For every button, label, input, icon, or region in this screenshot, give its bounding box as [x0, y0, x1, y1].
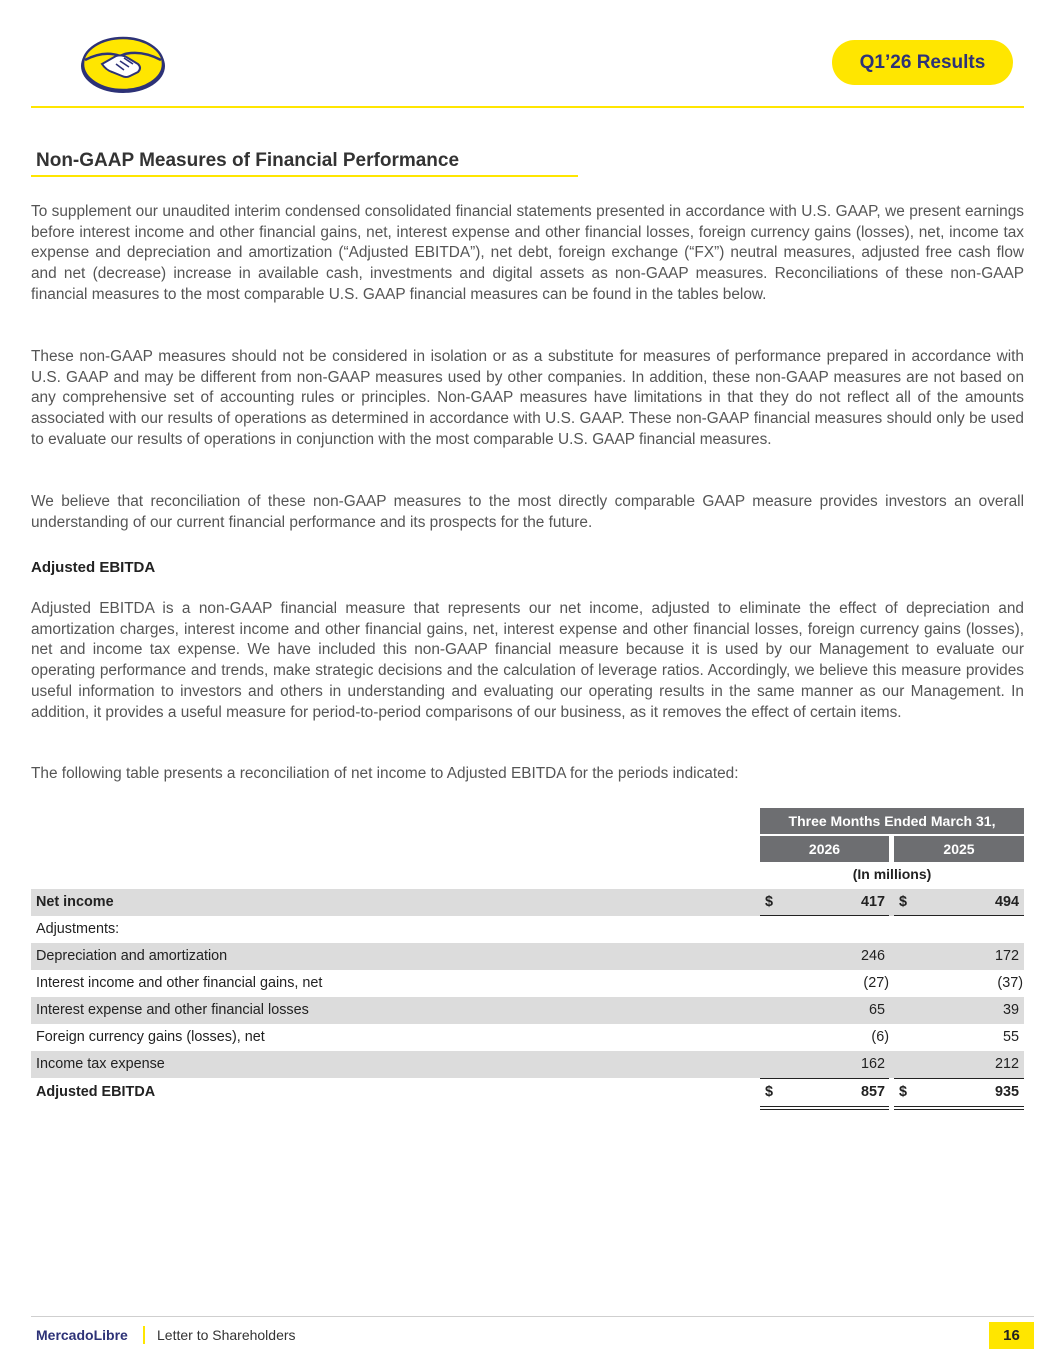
value-2026: (27)	[863, 975, 889, 991]
footer-divider	[31, 1316, 1034, 1317]
currency-symbol: $	[765, 894, 774, 910]
header-divider	[31, 106, 1024, 108]
subheading-adjusted-ebitda: Adjusted EBITDA	[31, 559, 156, 576]
value-2026: 65	[868, 1002, 885, 1018]
total-double-rule	[894, 1106, 1024, 1110]
row-label: Depreciation and amortization	[36, 948, 228, 964]
table-row-net-income	[31, 889, 1024, 916]
total-double-rule	[760, 1106, 889, 1110]
value-2026: 162	[860, 1056, 885, 1072]
intro-paragraph-1: To supplement our unaudited interim condensed consolidated financial statements presented in accordance with U.S. GAAP, we present earnings before interest income and other financial gains, net, interest expense and other financial losses, foreign currency gains (losses), net, income tax expense and depreciation and amortization (“Adjusted EBITDA”), net debt, foreign exchange (“FX”) neutral measures, adjusted free cash flow and net (decrease) increase in available cash, investments and digital assets as non-GAAP measures. Reconciliations of these non-GAAP financial measures to the most comparable U.S. GAAP financial measures can be found in the tables below.	[31, 203, 1024, 303]
value-2026: (6)	[871, 1029, 889, 1045]
footer-brand: MercadoLibre	[36, 1327, 128, 1343]
value-2025: 172	[994, 948, 1019, 964]
value-2026: 246	[860, 948, 885, 964]
value-2025: 55	[1002, 1029, 1019, 1045]
row-label: Interest income and other financial gains, net	[36, 975, 323, 991]
value-2025: 212	[994, 1056, 1019, 1072]
value-2025: (37)	[997, 975, 1023, 991]
table-period-header: Three Months Ended March 31,	[760, 808, 1024, 834]
footer-document-title: Letter to Shareholders	[157, 1327, 296, 1343]
title-underline	[31, 175, 578, 177]
row-label: Income tax expense	[36, 1056, 165, 1072]
currency-symbol: $	[765, 1084, 774, 1100]
currency-symbol: $	[899, 894, 908, 910]
row-label: Adjustments:	[36, 921, 120, 937]
table-row-interest-income	[31, 970, 1024, 997]
footer-separator	[143, 1326, 145, 1344]
row-label: Foreign currency gains (losses), net	[36, 1029, 265, 1045]
table-row-depreciation	[31, 943, 1024, 970]
ebitda-paragraph-1: Adjusted EBITDA is a non-GAAP financial measure that represents our net income, adjusted to eliminate the effect of depreciation and amortization charges, interest income and other financial gains, net, interest expense and other financial losses, foreign currency gains (losses), net and income tax expense. We have included this non-GAAP financial measure because it is used by our Management to evaluate our operating performance and trends, make strategic decisions and the calculation of leverage ratios. Accordingly, we believe this measure provides useful information to investors and others in understanding and evaluating our operating results in the same manner as our Management. In addition, it provides a useful measure for period-to-period comparisons of our business, as it removes the effect of certain items.	[31, 600, 1024, 721]
table-column-2025: 2025	[894, 836, 1024, 862]
currency-symbol: $	[899, 1084, 908, 1100]
table-row-adjusted-ebitda	[31, 1079, 1024, 1106]
table-row-adjustments	[31, 916, 1024, 943]
value-2026: 417	[860, 894, 885, 910]
intro-paragraph-3: We believe that reconciliation of these non-GAAP measures to the most directly comparable GAAP measure provides investors an overall understanding of our current financial performance and its prospects for the future.	[31, 493, 1024, 531]
value-2026: 857	[860, 1084, 885, 1100]
table-column-2026: 2026	[760, 836, 889, 862]
row-label: Adjusted EBITDA	[36, 1084, 156, 1100]
table-row-fx	[31, 1024, 1024, 1051]
value-2025: 494	[994, 894, 1019, 910]
section-title: Non-GAAP Measures of Financial Performance	[36, 150, 460, 171]
table-row-interest-expense	[31, 997, 1024, 1024]
ebitda-paragraph-2: The following table presents a reconciliation of net income to Adjusted EBITDA for the periods indicated:	[31, 765, 739, 782]
period-badge: Q1’26 Results	[832, 40, 1013, 85]
value-2025: 935	[994, 1084, 1019, 1100]
value-2025: 39	[1002, 1002, 1019, 1018]
row-label: Net income	[36, 894, 114, 910]
row-label: Interest expense and other financial losses	[36, 1002, 309, 1018]
table-units: (In millions)	[852, 866, 932, 882]
table-row-income-tax	[31, 1051, 1024, 1078]
handshake-logo-icon	[78, 34, 168, 94]
page-number: 16	[989, 1322, 1034, 1349]
intro-paragraph-2: These non-GAAP measures should not be considered in isolation or as a substitute for measures of performance prepared in accordance with U.S. GAAP and may be different from non-GAAP measures used by other companies. In addition, these non-GAAP measures are not based on any comprehensive set of accounting rules or principles. Non-GAAP measures have limitations in that they do not reflect all of the amounts associated with our results of operations as determined in accordance with U.S. GAAP. These non-GAAP financial measures should only be used to evaluate our results of operations in conjunction with the most comparable U.S. GAAP financial measures.	[31, 348, 1024, 448]
